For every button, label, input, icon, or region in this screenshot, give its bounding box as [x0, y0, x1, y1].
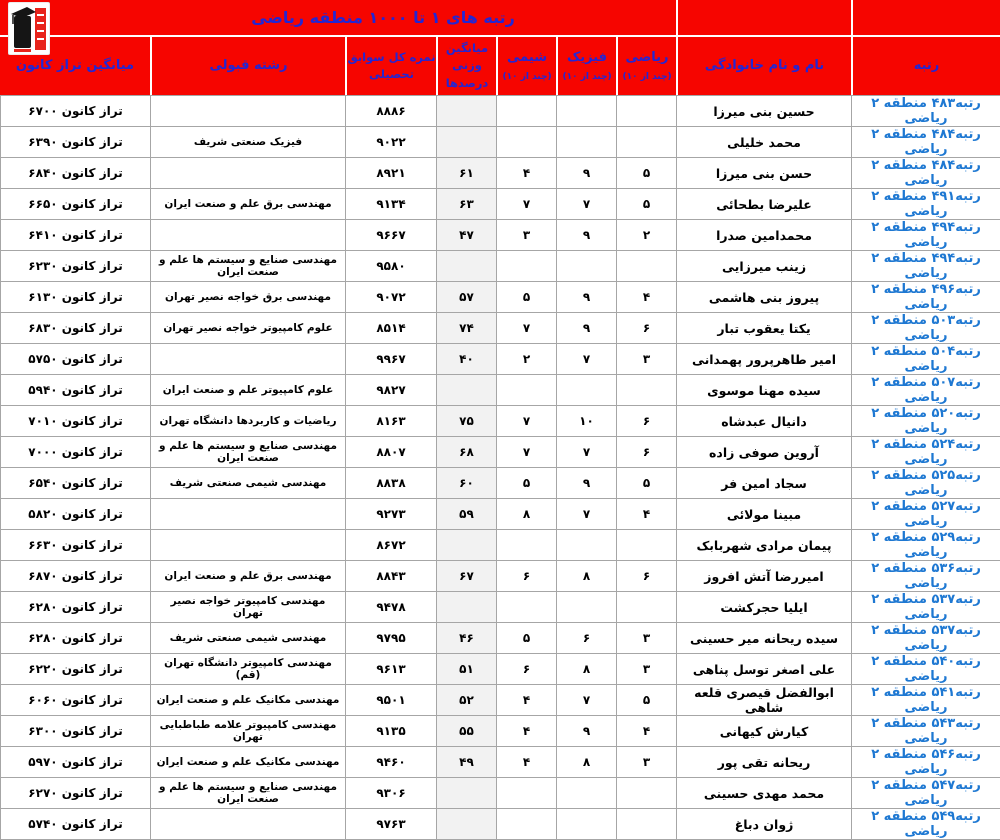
- physics-cell: [556, 809, 616, 840]
- physics-cell: ۷: [556, 189, 616, 220]
- kanoon-cell: تراز کانون ۶۱۳۰: [0, 282, 150, 313]
- title-spacer-over-name: [676, 0, 851, 37]
- physics-cell: ۸: [556, 654, 616, 685]
- kanoon-cell: تراز کانون ۶۲۲۰: [0, 654, 150, 685]
- table-row: [0, 158, 1000, 189]
- physics-cell: [556, 375, 616, 406]
- physics-cell: ۹: [556, 313, 616, 344]
- header-rank: رتبه: [851, 37, 1000, 95]
- total-score-cell: ۸۸۳۸: [345, 468, 436, 499]
- physics-cell: [556, 127, 616, 158]
- header-math: ریاضی (چند از ۱۰): [616, 37, 676, 95]
- math-cell: ۶: [616, 406, 676, 437]
- math-cell: ۳: [616, 623, 676, 654]
- rank-cell: رتبه۴۸۳ منطقه ۲ ریاضی: [851, 96, 1000, 127]
- rank-cell: رتبه۵۲۹ منطقه ۲ ریاضی: [851, 530, 1000, 561]
- chemistry-cell: ۲: [496, 344, 556, 375]
- rank-cell: رتبه۵۰۷ منطقه ۲ ریاضی: [851, 375, 1000, 406]
- total-score-cell: ۸۸۰۷: [345, 437, 436, 468]
- title-spacer-over-rank: [851, 0, 1000, 37]
- math-cell: [616, 127, 676, 158]
- total-score-cell: ۹۶۱۳: [345, 654, 436, 685]
- name-cell: محمد خلیلی: [676, 127, 851, 158]
- total-score-cell: ۹۲۷۳: [345, 499, 436, 530]
- table-row: [0, 437, 1000, 468]
- chemistry-cell: ۷: [496, 313, 556, 344]
- weighted-avg-cell: [436, 778, 496, 809]
- total-score-cell: ۸۸۸۶: [345, 96, 436, 127]
- table-row: [0, 344, 1000, 375]
- major-cell: مهندسی مکانیک علم و صنعت ایران: [150, 685, 345, 716]
- math-cell: ۴: [616, 282, 676, 313]
- kanoon-cell: تراز کانون ۵۸۲۰: [0, 499, 150, 530]
- kanoon-cell: تراز کانون ۷۰۱۰: [0, 406, 150, 437]
- kanoon-cell: تراز کانون ۶۴۱۰: [0, 220, 150, 251]
- major-cell: مهندسی شیمی صنعتی شریف: [150, 468, 345, 499]
- name-cell: پیروز بنی هاشمی: [676, 282, 851, 313]
- physics-cell: ۹: [556, 158, 616, 189]
- major-cell: ریاضیات و کاربردها دانشگاه تهران: [150, 406, 345, 437]
- total-score-cell: ۹۸۲۷: [345, 375, 436, 406]
- rank-cell: رتبه۵۲۵ منطقه ۲ ریاضی: [851, 468, 1000, 499]
- kanoon-cell: تراز کانون ۶۲۷۰: [0, 778, 150, 809]
- weighted-avg-cell: ۶۱: [436, 158, 496, 189]
- rank-cell: رتبه۴۸۴ منطقه ۲ ریاضی: [851, 158, 1000, 189]
- name-cell: مبینا مولائی: [676, 499, 851, 530]
- name-cell: سجاد امین فر: [676, 468, 851, 499]
- table-row: [0, 189, 1000, 220]
- math-cell: ۳: [616, 747, 676, 778]
- table-row: [0, 778, 1000, 809]
- name-cell: ایلیا حجرکشت: [676, 592, 851, 623]
- total-score-cell: ۹۶۶۷: [345, 220, 436, 251]
- math-cell: [616, 375, 676, 406]
- rank-cell: رتبه۵۲۰ منطقه ۲ ریاضی: [851, 406, 1000, 437]
- kanoon-cell: تراز کانون ۷۰۰۰: [0, 437, 150, 468]
- major-cell: [150, 158, 345, 189]
- chemistry-cell: [496, 96, 556, 127]
- major-cell: [150, 530, 345, 561]
- name-cell: ریحانه تقی پور: [676, 747, 851, 778]
- chemistry-cell: [496, 530, 556, 561]
- rank-cell: رتبه۵۴۱ منطقه ۲ ریاضی: [851, 685, 1000, 716]
- name-cell: حسن بنی میرزا: [676, 158, 851, 189]
- title-row: [0, 0, 1000, 37]
- physics-cell: ۶: [556, 623, 616, 654]
- table-row: [0, 561, 1000, 592]
- rank-cell: رتبه۵۰۳ منطقه ۲ ریاضی: [851, 313, 1000, 344]
- rank-cell: رتبه۴۹۴ منطقه ۲ ریاضی: [851, 220, 1000, 251]
- kanoon-cell: تراز کانون ۶۳۰۰: [0, 716, 150, 747]
- chemistry-cell: ۶: [496, 561, 556, 592]
- table-row: [0, 685, 1000, 716]
- weighted-avg-cell: [436, 592, 496, 623]
- kanoon-cell: تراز کانون ۶۶۳۰: [0, 530, 150, 561]
- chemistry-cell: ۵: [496, 468, 556, 499]
- table-row: [0, 530, 1000, 561]
- total-score-cell: ۹۵۸۰: [345, 251, 436, 282]
- kanoon-cell: تراز کانون ۵۹۷۰: [0, 747, 150, 778]
- total-score-cell: ۸۸۴۳: [345, 561, 436, 592]
- table-row: [0, 220, 1000, 251]
- major-cell: مهندسی مکانیک علم و صنعت ایران: [150, 747, 345, 778]
- chemistry-cell: ۷: [496, 437, 556, 468]
- physics-cell: ۷: [556, 685, 616, 716]
- physics-cell: ۷: [556, 499, 616, 530]
- total-score-cell: ۹۹۶۷: [345, 344, 436, 375]
- major-cell: [150, 96, 345, 127]
- weighted-avg-cell: ۴۶: [436, 623, 496, 654]
- math-cell: ۴: [616, 499, 676, 530]
- weighted-avg-cell: ۵۲: [436, 685, 496, 716]
- chemistry-cell: ۷: [496, 406, 556, 437]
- total-score-cell: ۹۵۰۱: [345, 685, 436, 716]
- math-cell: ۲: [616, 220, 676, 251]
- rank-cell: رتبه۵۳۷ منطقه ۲ ریاضی: [851, 623, 1000, 654]
- math-cell: [616, 251, 676, 282]
- total-score-cell: ۸۶۷۲: [345, 530, 436, 561]
- major-cell: [150, 220, 345, 251]
- name-cell: زینب میرزایی: [676, 251, 851, 282]
- kanoon-cell: تراز کانون ۶۳۹۰: [0, 127, 150, 158]
- weighted-avg-cell: ۶۳: [436, 189, 496, 220]
- chemistry-cell: ۶: [496, 654, 556, 685]
- weighted-avg-cell: ۵۵: [436, 716, 496, 747]
- name-cell: سیده ریحانه میر حسینی: [676, 623, 851, 654]
- weighted-avg-cell: ۴۹: [436, 747, 496, 778]
- rank-cell: رتبه۵۴۰ منطقه ۲ ریاضی: [851, 654, 1000, 685]
- total-score-cell: ۹۰۷۲: [345, 282, 436, 313]
- major-cell: مهندسی صنایع و سیستم ها علم و صنعت ایران: [150, 251, 345, 282]
- column-header-row: [0, 37, 1000, 95]
- weighted-avg-cell: [436, 96, 496, 127]
- kanoon-cell: تراز کانون ۶۶۵۰: [0, 189, 150, 220]
- name-cell: کیارش کیهانی: [676, 716, 851, 747]
- rank-cell: رتبه۴۹۴ منطقه ۲ ریاضی: [851, 251, 1000, 282]
- total-score-cell: ۹۴۷۸: [345, 592, 436, 623]
- table-row: [0, 747, 1000, 778]
- math-cell: [616, 530, 676, 561]
- name-cell: سیده مهنا موسوی: [676, 375, 851, 406]
- name-cell: دانیال عبدشاه: [676, 406, 851, 437]
- physics-cell: ۹: [556, 282, 616, 313]
- kanoon-cell: تراز کانون ۵۷۴۰: [0, 809, 150, 840]
- weighted-avg-cell: [436, 809, 496, 840]
- total-score-cell: ۹۱۳۵: [345, 716, 436, 747]
- table-row: [0, 375, 1000, 406]
- total-score-cell: ۹۷۶۳: [345, 809, 436, 840]
- table-row: [0, 96, 1000, 127]
- table-row: [0, 716, 1000, 747]
- physics-cell: ۹: [556, 716, 616, 747]
- rank-cell: رتبه۵۳۷ منطقه ۲ ریاضی: [851, 592, 1000, 623]
- total-score-cell: ۸۱۶۳: [345, 406, 436, 437]
- chemistry-cell: ۵: [496, 282, 556, 313]
- rank-cell: رتبه۵۲۷ منطقه ۲ ریاضی: [851, 499, 1000, 530]
- name-cell: محمد مهدی حسینی: [676, 778, 851, 809]
- kanoon-cell: تراز کانون ۵۷۵۰: [0, 344, 150, 375]
- kanoon-cell: تراز کانون ۶۰۶۰: [0, 685, 150, 716]
- name-cell: یکتا یعقوب تبار: [676, 313, 851, 344]
- table-row: [0, 282, 1000, 313]
- table-row: [0, 499, 1000, 530]
- table-row: [0, 809, 1000, 840]
- name-cell: ژوان دباغ: [676, 809, 851, 840]
- math-cell: ۳: [616, 654, 676, 685]
- name-cell: امیررضا آتش افروز: [676, 561, 851, 592]
- major-cell: مهندسی برق علم و صنعت ایران: [150, 561, 345, 592]
- rank-cell: رتبه۵۴۹ منطقه ۲ ریاضی: [851, 809, 1000, 840]
- total-score-cell: ۸۵۱۴: [345, 313, 436, 344]
- name-cell: ابوالفضل قیصری قلعه شاهی: [676, 685, 851, 716]
- chemistry-cell: ۴: [496, 685, 556, 716]
- major-cell: مهندسی صنایع و سیستم ها علم و صنعت ایران: [150, 437, 345, 468]
- math-cell: [616, 809, 676, 840]
- weighted-avg-cell: [436, 375, 496, 406]
- chemistry-cell: [496, 809, 556, 840]
- name-cell: حسین بنی میرزا: [676, 96, 851, 127]
- major-cell: فیزیک صنعتی شریف: [150, 127, 345, 158]
- math-cell: ۵: [616, 189, 676, 220]
- physics-cell: ۸: [556, 747, 616, 778]
- kanoon-cell: تراز کانون ۶۸۴۰: [0, 158, 150, 189]
- rank-cell: رتبه۵۰۴ منطقه ۲ ریاضی: [851, 344, 1000, 375]
- major-cell: [150, 499, 345, 530]
- physics-cell: ۸: [556, 561, 616, 592]
- rank-cell: رتبه۵۴۶ منطقه ۲ ریاضی: [851, 747, 1000, 778]
- header-chemistry: شیمی (چند از ۱۰): [496, 37, 556, 95]
- table-row: [0, 313, 1000, 344]
- weighted-avg-cell: ۷۴: [436, 313, 496, 344]
- kanoon-cell: تراز کانون ۶۸۳۰: [0, 313, 150, 344]
- weighted-avg-cell: ۷۵: [436, 406, 496, 437]
- chemistry-cell: ۴: [496, 747, 556, 778]
- major-cell: علوم کامپیوتر علم و صنعت ایران: [150, 375, 345, 406]
- major-cell: [150, 809, 345, 840]
- table-row: [0, 592, 1000, 623]
- table-row: [0, 623, 1000, 654]
- physics-cell: [556, 778, 616, 809]
- chemistry-cell: ۷: [496, 189, 556, 220]
- weighted-avg-cell: [436, 530, 496, 561]
- weighted-avg-cell: ۵۱: [436, 654, 496, 685]
- rank-cell: رتبه۴۹۶ منطقه ۲ ریاضی: [851, 282, 1000, 313]
- kanoon-cell: تراز کانون ۶۸۷۰: [0, 561, 150, 592]
- chemistry-cell: [496, 778, 556, 809]
- name-cell: علیرضا بطحائی: [676, 189, 851, 220]
- physics-cell: [556, 592, 616, 623]
- math-cell: [616, 96, 676, 127]
- weighted-avg-cell: ۴۷: [436, 220, 496, 251]
- weighted-avg-cell: ۵۷: [436, 282, 496, 313]
- kanoon-cell: تراز کانون ۶۲۸۰: [0, 592, 150, 623]
- kanoon-logo-image: [8, 2, 50, 55]
- weighted-avg-cell: ۴۰: [436, 344, 496, 375]
- kanoon-cell: تراز کانون ۵۹۴۰: [0, 375, 150, 406]
- math-cell: ۶: [616, 561, 676, 592]
- math-cell: ۵: [616, 685, 676, 716]
- chemistry-cell: [496, 127, 556, 158]
- header-kanoon-avg: میانگین تراز کانون: [0, 37, 150, 95]
- math-cell: ۴: [616, 716, 676, 747]
- name-cell: محمدامین صدرا: [676, 220, 851, 251]
- weighted-avg-cell: [436, 251, 496, 282]
- table-body: [0, 95, 1000, 839]
- chemistry-cell: ۳: [496, 220, 556, 251]
- weighted-avg-cell: ۵۹: [436, 499, 496, 530]
- chemistry-cell: [496, 375, 556, 406]
- weighted-avg-cell: [436, 127, 496, 158]
- rank-cell: رتبه۵۳۶ منطقه ۲ ریاضی: [851, 561, 1000, 592]
- chemistry-cell: ۸: [496, 499, 556, 530]
- math-cell: ۵: [616, 468, 676, 499]
- kanoon-cell: تراز کانون ۶۲۸۰: [0, 623, 150, 654]
- kanoon-cell: تراز کانون ۶۷۰۰: [0, 96, 150, 127]
- rank-cell: رتبه۵۲۴ منطقه ۲ ریاضی: [851, 437, 1000, 468]
- chemistry-cell: ۴: [496, 716, 556, 747]
- table-row: [0, 654, 1000, 685]
- physics-cell: ۷: [556, 437, 616, 468]
- weighted-avg-cell: ۶۸: [436, 437, 496, 468]
- physics-cell: [556, 96, 616, 127]
- math-cell: [616, 778, 676, 809]
- major-cell: علوم کامپیوتر خواجه نصیر تهران: [150, 313, 345, 344]
- total-score-cell: ۹۰۲۲: [345, 127, 436, 158]
- math-cell: ۶: [616, 313, 676, 344]
- header-name: نام و نام خانوادگی: [676, 37, 851, 95]
- name-cell: پیمان مرادی شهربابک: [676, 530, 851, 561]
- name-cell: امیر طاهرپرور پهمدانی: [676, 344, 851, 375]
- header-weighted-avg: میانگین وزنی درصدها: [436, 37, 496, 95]
- name-cell: علی اصغر توسل پناهی: [676, 654, 851, 685]
- major-cell: مهندسی کامپیوتر علامه طباطبایی تهران: [150, 716, 345, 747]
- math-cell: ۶: [616, 437, 676, 468]
- physics-cell: [556, 530, 616, 561]
- table-row: [0, 251, 1000, 282]
- weighted-avg-cell: ۶۰: [436, 468, 496, 499]
- chemistry-cell: [496, 251, 556, 282]
- physics-cell: ۱۰: [556, 406, 616, 437]
- major-cell: مهندسی برق خواجه نصیر تهران: [150, 282, 345, 313]
- total-score-cell: ۹۷۹۵: [345, 623, 436, 654]
- total-score-cell: ۹۴۶۰: [345, 747, 436, 778]
- chemistry-cell: [496, 592, 556, 623]
- chemistry-cell: ۴: [496, 158, 556, 189]
- total-score-cell: ۸۹۲۱: [345, 158, 436, 189]
- physics-cell: [556, 251, 616, 282]
- kanoon-cell: تراز کانون ۶۲۳۰: [0, 251, 150, 282]
- table-row: [0, 406, 1000, 437]
- physics-cell: ۹: [556, 468, 616, 499]
- kanoon-cell: تراز کانون ۶۵۴۰: [0, 468, 150, 499]
- math-cell: [616, 592, 676, 623]
- major-cell: مهندسی برق علم و صنعت ایران: [150, 189, 345, 220]
- physics-cell: ۹: [556, 220, 616, 251]
- name-cell: آروین صوفی زاده: [676, 437, 851, 468]
- chemistry-cell: ۵: [496, 623, 556, 654]
- rank-cell: رتبه۵۴۳ منطقه ۲ ریاضی: [851, 716, 1000, 747]
- total-score-cell: ۹۱۳۴: [345, 189, 436, 220]
- math-cell: ۳: [616, 344, 676, 375]
- table-row: [0, 468, 1000, 499]
- physics-cell: ۷: [556, 344, 616, 375]
- graduate-icon: [8, 2, 50, 55]
- math-cell: ۵: [616, 158, 676, 189]
- table-row: [0, 127, 1000, 158]
- major-cell: مهندسی صنایع و سیستم ها علم و صنعت ایران: [150, 778, 345, 809]
- page-title: رتبه های ۱ تا ۱۰۰۰ منطقه ریاضی: [0, 0, 676, 37]
- total-score-cell: ۹۳۰۶: [345, 778, 436, 809]
- major-cell: [150, 344, 345, 375]
- major-cell: مهندسی کامپیوتر دانشگاه تهران (قم): [150, 654, 345, 685]
- rank-cell: رتبه۴۹۱ منطقه ۲ ریاضی: [851, 189, 1000, 220]
- rank-cell: رتبه۵۴۷ منطقه ۲ ریاضی: [851, 778, 1000, 809]
- major-cell: مهندسی شیمی صنعتی شریف: [150, 623, 345, 654]
- header-major: رشته قبولی: [150, 37, 345, 95]
- rank-cell: رتبه۴۸۴ منطقه ۲ ریاضی: [851, 127, 1000, 158]
- header-physics: فیزیک (چند از ۱۰): [556, 37, 616, 95]
- weighted-avg-cell: ۶۷: [436, 561, 496, 592]
- header-total-score: نمره کل سوابق تحصیلی: [345, 37, 436, 95]
- major-cell: مهندسی کامپیوتر خواجه نصیر تهران: [150, 592, 345, 623]
